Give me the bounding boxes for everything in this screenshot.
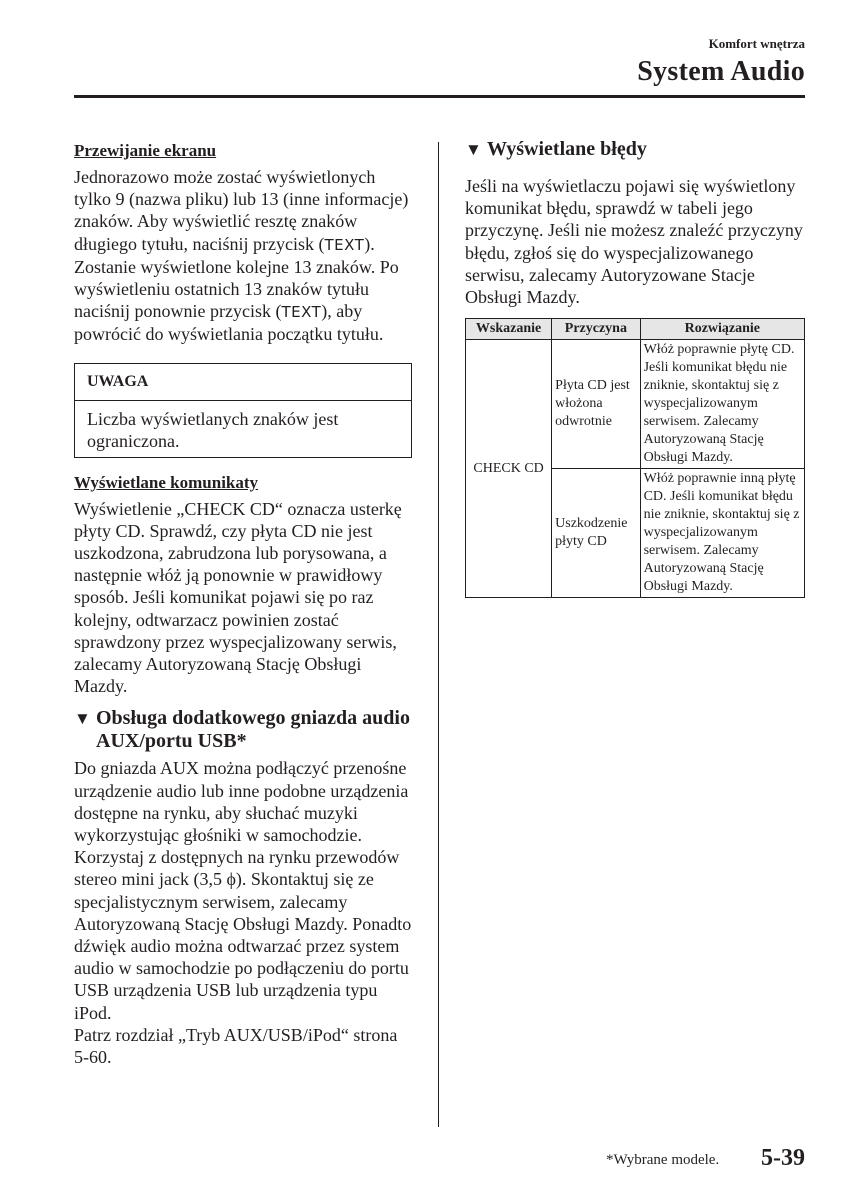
page-title: System Audio (637, 56, 805, 87)
note-box (74, 363, 412, 458)
scroll-heading: Przewijanie ekranu (74, 141, 217, 160)
cause-cell: Uszkodzenie płyty CD (552, 469, 640, 598)
right-column (465, 138, 805, 598)
error-table (465, 318, 805, 598)
solution-cell: Włóż poprawnie płytę CD. Jeśli komunikat błędu nie zniknie, skontaktuj się z wyspecjalizowanym serwisem. Zalecamy Autoryzowaną Stację Obsługi Mazdy. (640, 340, 804, 469)
footnote: *Wybrane modele. (606, 1152, 720, 1168)
aux-heading-text: Obsługa dodatkowego gniazda audio AUX/portu USB* (96, 707, 410, 753)
aux-section-heading (74, 707, 414, 753)
note-label: UWAGA (75, 364, 411, 401)
header-rule (74, 95, 805, 98)
column-header: Przyczyna (552, 319, 640, 340)
text-button-glyph: TEXT (281, 303, 322, 322)
triangle-marker-icon: ▼ (465, 140, 482, 159)
messages-heading: Wyświetlane komunikaty (74, 472, 259, 492)
column-header: Rozwiązanie (640, 319, 804, 340)
indication-cell: CHECK CD (466, 340, 552, 598)
errors-intro: Jeśli na wyświetlaczu pojawi się wyświetlony komunikat błędu, sprawdź w tabeli jego przyczynę. Jeśli nie możesz znaleźć przyczyny błędu, zgłoś się do wyspecjalizowanego serwisu, zalecamy Autoryzowane Stacje Obsługi Mazdy. (465, 176, 803, 308)
messages-paragraph: Wyświetlenie „CHECK CD“ oznacza usterkę płyty CD. Sprawdź, czy płyta CD nie jest uszkodzona, zabrudzona lub porysowana, a następnie włóż ją ponownie w prawidłowy sposób. Jeśli komunikat pojawi się po raz kolejny, odtwarzacz powinien zostać sprawdzony przez wyspecjalizowany serwis, zalecamy Autoryzowaną Stację Obsługi Mazdy. (74, 498, 402, 697)
section-label: Komfort wnętrza (708, 36, 805, 51)
table-row (466, 340, 805, 469)
aux-paragraph-3: Patrz rozdział „Tryb AUX/USB/iPod“ strona 5-60. (74, 1024, 398, 1068)
left-column (74, 140, 414, 1068)
text-button-glyph: TEXT (324, 235, 365, 254)
column-header: Wskazanie (466, 319, 552, 340)
cause-cell: Płyta CD jest włożona odwrotnie (552, 340, 640, 469)
table-header-row (466, 319, 805, 340)
aux-paragraph-1: Do gniazda AUX można podłączyć przenośne urządzenie audio lub inne podobne urządzenia dostępne na rynku, aby słuchać muzyki wykorzystując głośniki w samochodzie. (74, 758, 409, 846)
scroll-paragraph: Jednorazowo może zostać wyświetlonych tylko 9 (nazwa pliku) lub 13 (inne informacje) znaków. Aby wyświetlić resztę znaków długiego tytułu, naciśnij przycisk (TEXT). Zostanie wyświetlone kolejne 13 znaków. Po wyświetleniu ostatnich 13 znaków tytułu naciśnij ponownie przycisk (TEXT), aby powrócić do wyświetlania początku tytułu. (74, 167, 409, 345)
page-number: 5-39 (761, 1145, 805, 1171)
aux-paragraph-2: Korzystaj z dostępnych na rynku przewodów stereo mini jack (3,5 ϕ). Skontaktuj się ze specjalistycznym serwisem, zalecamy Autoryzowaną Stację Obsługi Mazdy. Ponadto dźwięk audio można odtwarzać przez system audio w samochodzie po podłączeniu do portu USB urządzenia USB lub urządzenia typu iPod. (74, 847, 412, 1023)
errors-section-heading (465, 138, 805, 161)
triangle-marker-icon: ▼ (74, 709, 91, 729)
errors-heading-text: Wyświetlane błędy (487, 138, 647, 160)
column-divider (438, 142, 439, 1127)
note-text: Liczba wyświetlanych znaków jest ograniczona. (87, 408, 339, 451)
solution-cell: Włóż poprawnie inną płytę CD. Jeśli komunikat błędu nie zniknie, skontaktuj się z wyspecjalizowanym serwisem. Zalecamy Autoryzowaną Stację Obsługi Mazdy. (640, 469, 804, 598)
